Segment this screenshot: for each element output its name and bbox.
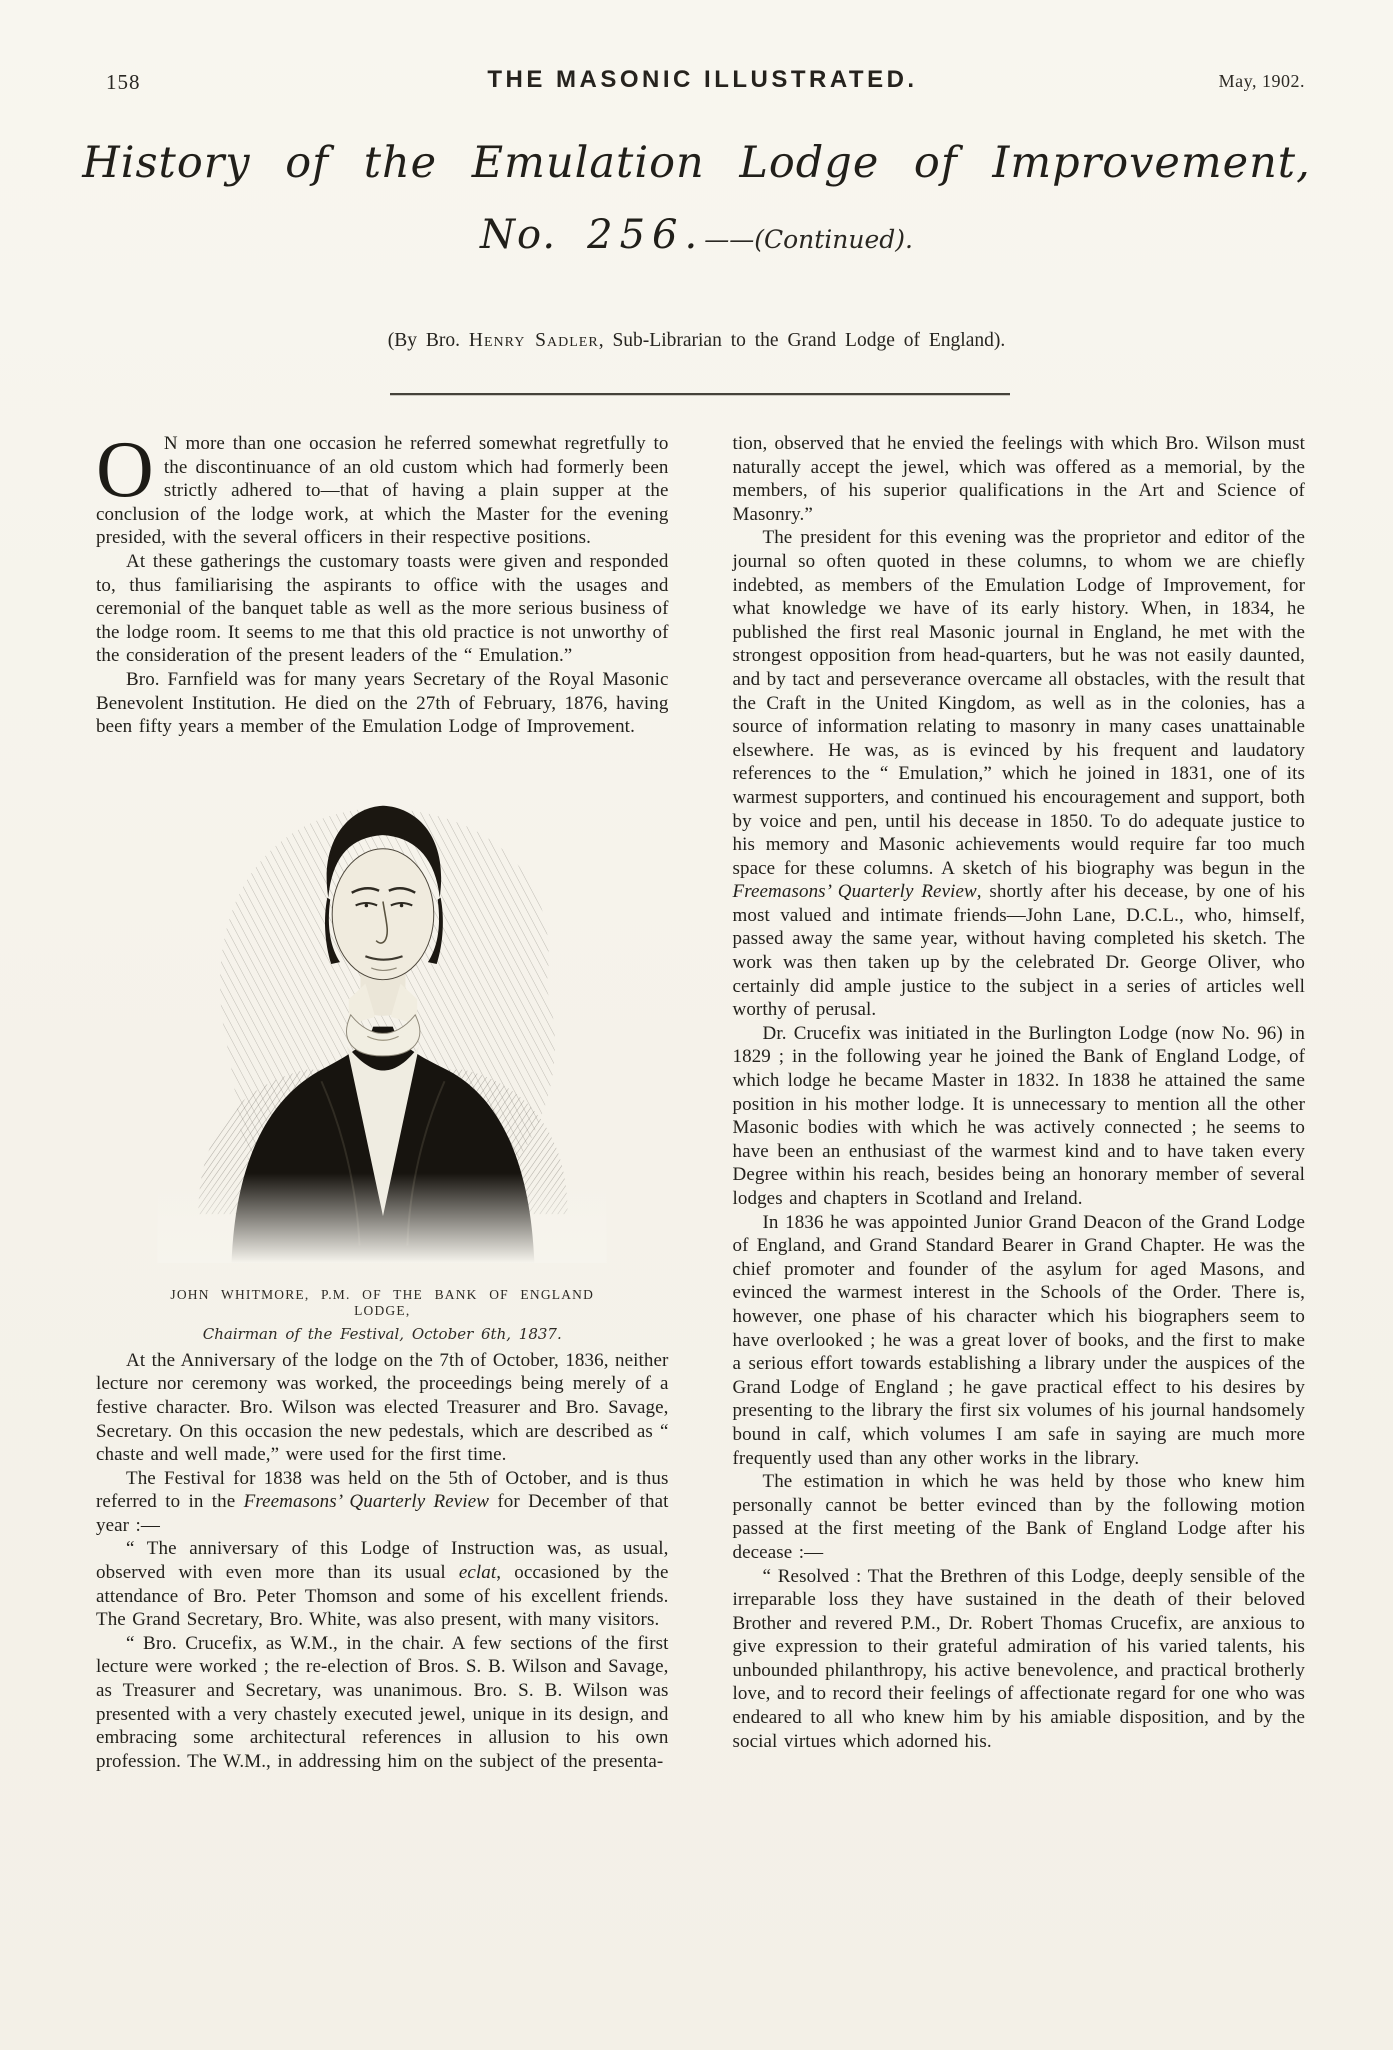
- paragraph: The estimation in which he was held by those who knew him personally cannot be better evinced than by the following motion passed at the first meeting of the Bank of England Lodge after his decease :—: [732, 1471, 1305, 1563]
- paragraph: Bro. Farnfield was for many years Secretary of the Royal Masonic Benevolent Institution. He died on the 27th of February, 1876, having been fifty years a member of the Emulation Lodge of Improvement.: [96, 668, 669, 738]
- paragraph: [96, 1537, 669, 1631]
- paragraph-text: N more than one occasion he referred somewhat regretfully to the discontinuance of an old custom which had formerly been strictly adhered to—that of having a plain supper at the conclusion of the lodge work, at which the Master for the evening presided, with the several officers in their respective positions.: [96, 433, 669, 549]
- paragraph: In 1836 he was appointed Junior Grand Deacon of the Grand Lodge of England, and Grand Standard Bearer in Grand Chapter. He was the chief promoter and founder of the asylum for aged Masons, and evinced the warmest interest in the Schools of the Order. There is, however, one phase of his character which his biographers seem to have overlooked ; he was a great lover of books, and the first to make a serious effort towards establishing a library under the auspices of the Grand Lodge of England ; he gave practical effect to his desires by presenting to the library the first six volumes of his journal handsomely bound in calf, which volumes I am safe in saying are much more frequently used than any other works in the library.: [732, 1211, 1305, 1469]
- drop-cap: O: [96, 426, 154, 514]
- left-column: [96, 426, 669, 2010]
- right-column: [733, 432, 1306, 2010]
- paragraph: [96, 1467, 669, 1538]
- journal-name-italic: Freemasons’ Quarterly Review: [243, 1491, 490, 1513]
- page-number: 158: [106, 70, 141, 94]
- article-title-number: 256.: [587, 212, 705, 258]
- paragraph: “ Bro. Crucefix, as W.M., in the chair. A few sections of the first lecture were worked ; the re-election of Bros. S. B. Wilson and Savage, as Treasurer and Secretary, was unanimous. Bro. S. B. Wilson was presented with a very chastely executed jewel, unique in its design, and embracing some architectural references in allusion to his own profession. The W.M., in addressing him on the subject of the presenta-: [96, 1632, 669, 1772]
- byline-author: Henry Sadler: [468, 330, 599, 351]
- paragraph: “ Resolved : That the Brethren of this Lodge, deeply sensible of the irreparable loss they have sustained in the death of their beloved Brother and revered P.M., Dr. Robert Thomas Crucefix, are anxious to give expression to their grateful admiration of his varied talents, his unbounded philanthropy, his active benevolence, and practical brotherly love, and to record their feelings of affectionate regard for one who was endeared to all who knew him by his amiable disposition, and by the social virtues which adorned his.: [732, 1565, 1305, 1752]
- byline-prefix: (By Bro.: [387, 330, 469, 351]
- paragraph-text: The Festival for 1838 was held on the 5th of October, and is thus referred to in the: [96, 1467, 669, 1513]
- paragraph: At the Anniversary of the lodge on the 7th of October, 1836, neither lecture nor ceremony was worked, the proceedings being merely of a festive character. Bro. Wilson was elected Treasurer and Bro. Savage, Secretary. On this occasion the new pedestals, which are described as “ chaste and well made,” were used for the first time.: [96, 1349, 669, 1466]
- article-title-block: [0, 138, 1393, 258]
- paragraph-text: “ The anniversary of this Lodge of Instruction was, as usual, observed with even more than its usual: [96, 1538, 669, 1584]
- article-title-no: No.: [480, 212, 558, 258]
- paragraph-text: , occasioned by the attendance of Bro. Peter Thomson and some of his excellent friends. The Grand Secretary, Bro. White, was also present, with many visitors.: [96, 1562, 669, 1631]
- paragraph: tion, observed that he envied the feelings with which Bro. Wilson must naturally accept the jewel, which was offered as a memorial, by the members, of his superior qualifications in the Art and Science of Masonry.”: [732, 433, 1305, 525]
- paragraph: [96, 426, 669, 550]
- article-body: [96, 426, 1306, 2010]
- eclat-italic: eclat: [458, 1562, 497, 1584]
- portrait-caption-role: Chairman of the Festival, October 6th, 1837.: [202, 1324, 562, 1343]
- paragraph-text: for December of that year :—: [96, 1491, 669, 1536]
- paragraph: [733, 526, 1306, 1021]
- byline: [0, 330, 1393, 352]
- page-header: [100, 66, 1305, 100]
- article-title-line2: [0, 212, 1393, 258]
- divider-rule: [390, 393, 1010, 395]
- journal-name-italic: Freemasons’ Quarterly Review: [732, 881, 977, 903]
- paragraph-text: The president for this evening was the proprietor and editor of the journal so often quoted in these columns, to whom we are chiefly indebted, as members of the Emulation Lodge of Improvement, for what knowledge we have of its early history. When, in 1834, he published the first real Masonic journal in England, he met with the strongest opposition from head-quarters, but he was not easily daunted, and by tact and perseverance overcame all obstacles, with the result that the Craft in the United Kingdom, as well as in the colonies, has a source of information relating to masonry in many cases unattainable elsewhere. He was, as is evinced by his frequent and laudatory references to the “ Emulation,” which he joined in 1831, one of its warmest supporters, and continued his encouragement and support, both by voice and pen, until his decease in 1850. To do adequate justice to his memory and Masonic achievements would require far too much space for these columns. A sketch of his biography was begun in the: [732, 527, 1306, 879]
- journal-title: THE MASONIC ILLUSTRATED.: [487, 66, 918, 93]
- article-title-continued: ——(Continued).: [704, 225, 913, 254]
- issue-date: May, 1902.: [1218, 71, 1305, 91]
- article-title-line1: History of the Emulation Lodge of Improvement,: [82, 138, 1311, 188]
- paragraph: Dr. Crucefix was initiated in the Burlington Lodge (now No. 96) in 1829 ; in the following year he joined the Bank of England Lodge, of which lodge he became Master in 1832. In 1838 he attained the same position in his mother lodge. It is unnecessary to mention all the other Masonic bodies with which he was actively connected ; he seems to have been an enthusiast of the warmest kind and to have taken every Degree within his reach, besides being an honorary member of several lodges and chapters in Scotland and Ireland.: [732, 1022, 1305, 1209]
- byline-suffix: , Sub-Librarian to the Grand Lodge of England).: [598, 330, 1006, 351]
- paragraph-text: , shortly after his decease, by one of his most valued and intimate friends—John Lane, D.C.L., who, himself, passed away the same year, without having completed his sketch. The work was then taken up by the celebrated Dr. George Oliver, who certainly did ample justice to the subject in a series of articles well worthy of perusal.: [732, 881, 1305, 1021]
- portrait-caption-name: JOHN WHITMORE, P.M. OF THE BANK OF ENGLAND LODGE,: [170, 1286, 595, 1318]
- portrait-of-john-whitmore-image: [156, 755, 608, 1263]
- portrait-figure: [147, 755, 617, 1343]
- paragraph: At these gatherings the customary toasts were given and responded to, thus familiarising the aspirants to office with the usages and ceremonial of the banquet table as well as the more serious business of the lodge room. It seems to me that this old practice is not unworthy of the consideration of the present leaders of the “ Emulation.”: [96, 550, 669, 667]
